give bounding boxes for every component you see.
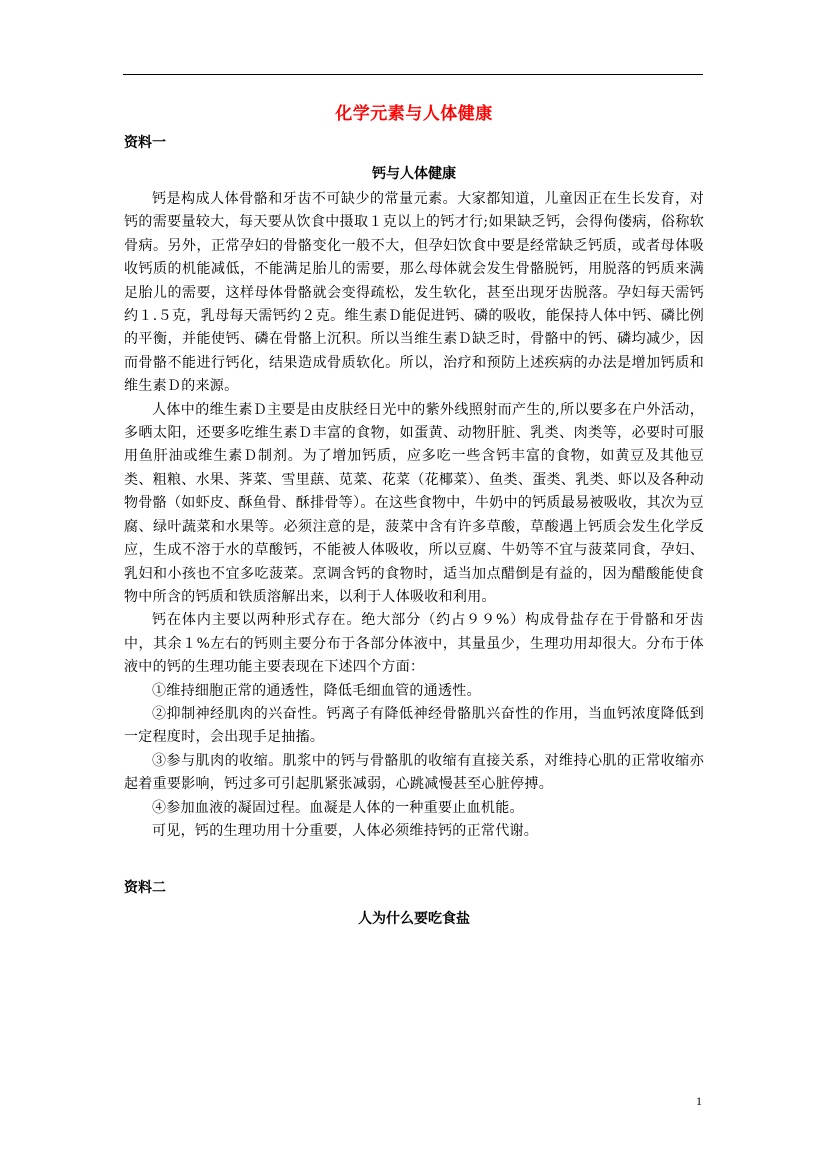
section-gap (124, 843, 704, 873)
header-rule (123, 74, 703, 75)
paragraph: 钙是构成人体骨骼和牙齿不可缺少的常量元素。大家都知道，儿童因正在生长发育，对钙的需要量较大，每天要从饮食中摄取１克以上的钙才行;如果缺乏钙，会得佝偻病，俗称软骨病。另外，正常孕妇的骨骼变化一般不大，但孕妇饮食中要是经常缺乏钙质，或者母体吸收钙质的机能减低，不能满足胎儿的需要，那么母体就会发生骨骼脱钙，用脱落的钙质来满足胎儿的需要，这样母体骨骼就会变得疏松，发生软化，甚至出现牙齿脱落。孕妇每天需钙约１.５克，乳母每天需钙约２克。维生素Ｄ能促进钙、磷的吸收，能保持人体中钙、磷比例的平衡，并能使钙、磷在骨骼上沉积。所以当维生素Ｄ缺乏时，骨骼中的钙、磷均减少，因而骨骼不能进行钙化，结果造成骨质软化。所以，治疗和预防上述疾病的办法是增加钙质和维生素Ｄ的来源。 (124, 191, 704, 395)
document-body (124, 100, 704, 933)
list-item: ③参与肌肉的收缩。肌浆中的钙与骨骼肌的收缩有直接关系，对维持心肌的正常收缩亦起着重要影响，钙过多可引起肌紧张减弱，心跳减慢甚至心脏停搏。 (124, 752, 704, 793)
section-heading-2: 人为什么要吃食盐 (358, 911, 470, 928)
page-number: 1 (696, 1094, 702, 1108)
list-item: ②抑制神经肌肉的兴奋性。钙离子有降低神经骨骼肌兴奋性的作用，当血钙浓度降低到一定程度时，会出现手足抽搐。 (124, 705, 704, 746)
paragraph: 钙在体内主要以两种形式存在。绝大部分（约占９９%）构成骨盐存在于骨骼和牙齿中，其余１%左右的钙则主要分布于各部分体液中，其量虽少，生理功用却很大。分布于体液中的钙的生理功能主要表现在下述四个方面： (124, 612, 704, 676)
list-item: ④参加血液的凝固过程。血凝是人体的一种重要止血机能。 (152, 799, 524, 816)
document-title: 化学元素与人体健康 (335, 104, 493, 124)
section-label-1: 资料一 (124, 135, 166, 151)
paragraph: 可见，钙的生理功用十分重要，人体必须维持钙的正常代谢。 (152, 822, 539, 839)
section-heading-1: 钙与人体健康 (372, 166, 456, 182)
section-label-2: 资料二 (124, 880, 166, 897)
list-item: ①维持细胞正常的通透性，降低毛细血管的通透性。 (152, 682, 481, 699)
paragraph: 人体中的维生素Ｄ主要是由皮肤经日光中的紫外线照射而产生的,所以要多在户外活动，多晒太阳，还要多吃维生素Ｄ丰富的食物，如蛋黄、动物肝脏、乳类、肉类等，必要时可服用鱼肝油或维生素Ｄ制剂。为了增加钙质，应多吃一些含钙丰富的食物，如黄豆及其他豆类、粗粮、水果、荠菜、雪里蕻、苋菜、花菜（花椰菜）、鱼类、蛋类、乳类、虾以及各种动物骨骼（如虾皮、酥鱼骨、酥排骨等）。在这些食物中，牛奶中的钙质最易被吸收，其次为豆腐、绿叶蔬菜和水果等。必须注意的是，菠菜中含有许多草酸，草酸遇上钙质会发生化学反应，生成不溶于水的草酸钙，不能被人体吸收，所以豆腐、牛奶等不宜与菠菜同食，孕妇、乳妇和小孩也不宜多吃菠菜。烹调含钙的食物时，适当加点醋倒是有益的，因为醋酸能使食物中所含的钙质和铁质溶解出来，以利于人体吸收和利用。 (124, 401, 704, 605)
